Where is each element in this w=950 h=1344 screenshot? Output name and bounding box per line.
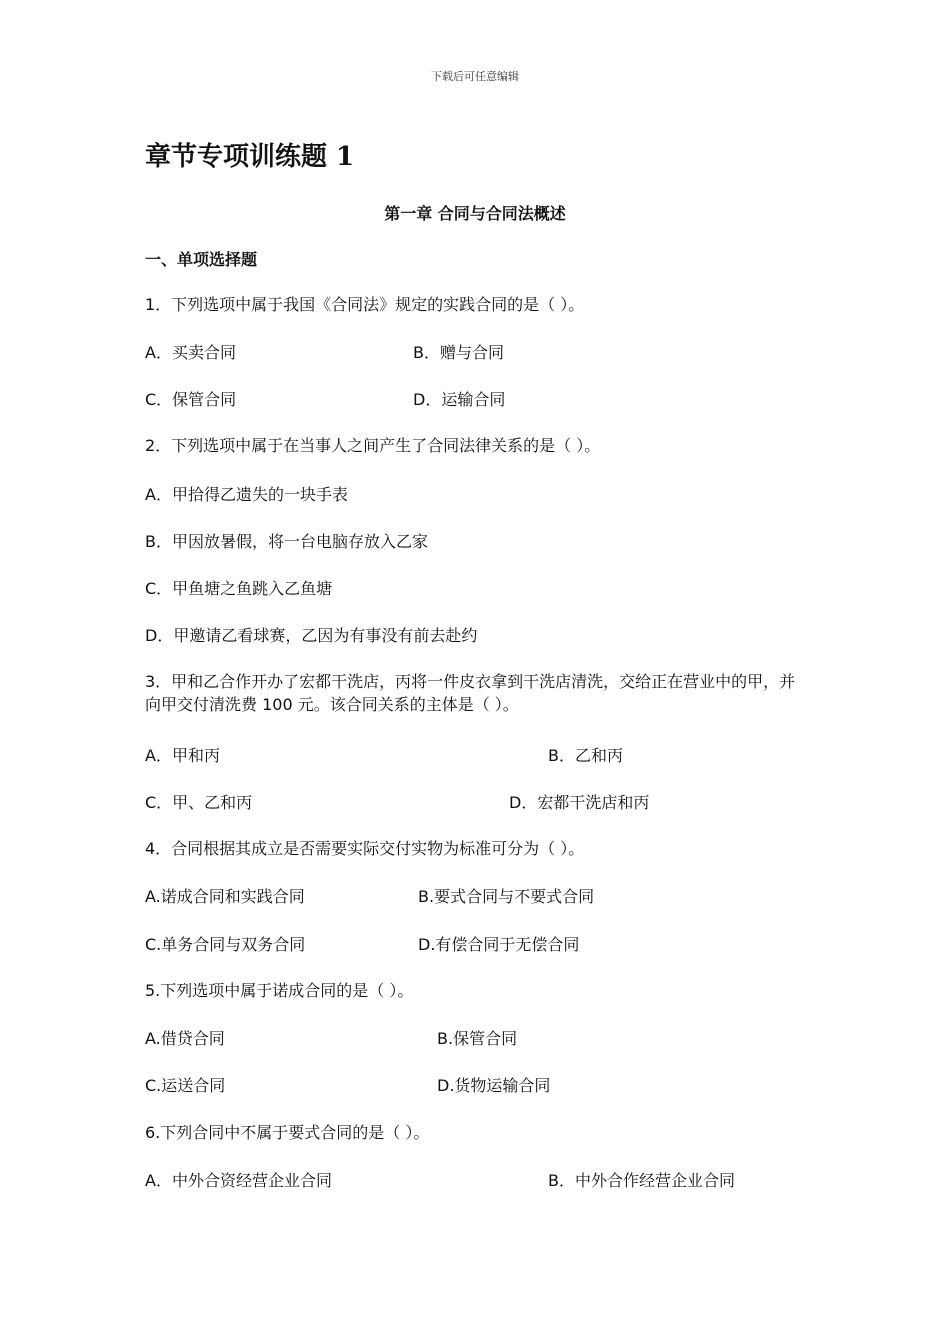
question-1-option-b: B．赠与合同 <box>413 343 504 362</box>
question-3-stem: 3．甲和乙合作开办了宏都干洗店，丙将一件皮衣拿到干洗店清洗，交给正在营业中的甲，并向甲交付清洗费 100 元。该合同关系的主体是（ ）。 <box>145 672 796 714</box>
question-1-option-c: C．保管合同 <box>145 390 237 409</box>
question-4-stem: 4．合同根据其成立是否需要实际交付实物为标准可分为（ ）。 <box>145 839 585 858</box>
question-5-stem: 5.下列选项中属于诺成合同的是（ ）。 <box>145 981 414 1000</box>
question-2-option-b: B．甲因放暑假，将一台电脑存放入乙家 <box>145 532 428 551</box>
question-1-option-a: A．买卖合同 <box>145 343 236 362</box>
question-4-option-b: B.要式合同与不要式合同 <box>418 887 595 906</box>
question-2-stem: 2．下列选项中属于在当事人之间产生了合同法律关系的是（ ）。 <box>145 436 601 455</box>
document-title: 章节专项训练题 1 <box>145 142 355 172</box>
chapter-heading: 第一章 合同与合同法概述 <box>384 204 566 223</box>
question-4-option-a: A.诺成合同和实践合同 <box>145 887 305 906</box>
question-1-stem: 1．下列选项中属于我国《合同法》规定的实践合同的是（ ）。 <box>145 295 585 314</box>
section-heading: 一、单项选择题 <box>145 250 258 269</box>
question-2-option-c: C．甲鱼塘之鱼跳入乙鱼塘 <box>145 579 333 598</box>
question-2-option-d: D．甲邀请乙看球赛，乙因为有事没有前去赴约 <box>145 626 478 645</box>
question-1-option-d: D．运输合同 <box>413 390 506 409</box>
question-3-option-b: B．乙和丙 <box>548 746 623 765</box>
question-5-option-a: A.借贷合同 <box>145 1029 225 1048</box>
page-header: 下载后可任意编辑 <box>431 70 519 83</box>
question-6-option-b: B．中外合作经营企业合同 <box>548 1171 735 1190</box>
question-5-option-d: D.货物运输合同 <box>437 1076 551 1095</box>
question-3-option-d: D．宏都干洗店和丙 <box>509 793 650 812</box>
question-3-option-c: C．甲、乙和丙 <box>145 793 253 812</box>
question-6-option-a: A．中外合资经营企业合同 <box>145 1171 332 1190</box>
question-3-option-a: A．甲和丙 <box>145 746 220 765</box>
question-4-option-d: D.有偿合同于无偿合同 <box>418 935 580 954</box>
question-4-option-c: C.单务合同与双务合同 <box>145 935 306 954</box>
question-5-option-c: C.运送合同 <box>145 1076 226 1095</box>
question-6-stem: 6.下列合同中不属于要式合同的是（ ）。 <box>145 1123 430 1142</box>
question-2-option-a: A．甲拾得乙遗失的一块手表 <box>145 485 348 504</box>
question-5-option-b: B.保管合同 <box>437 1029 518 1048</box>
